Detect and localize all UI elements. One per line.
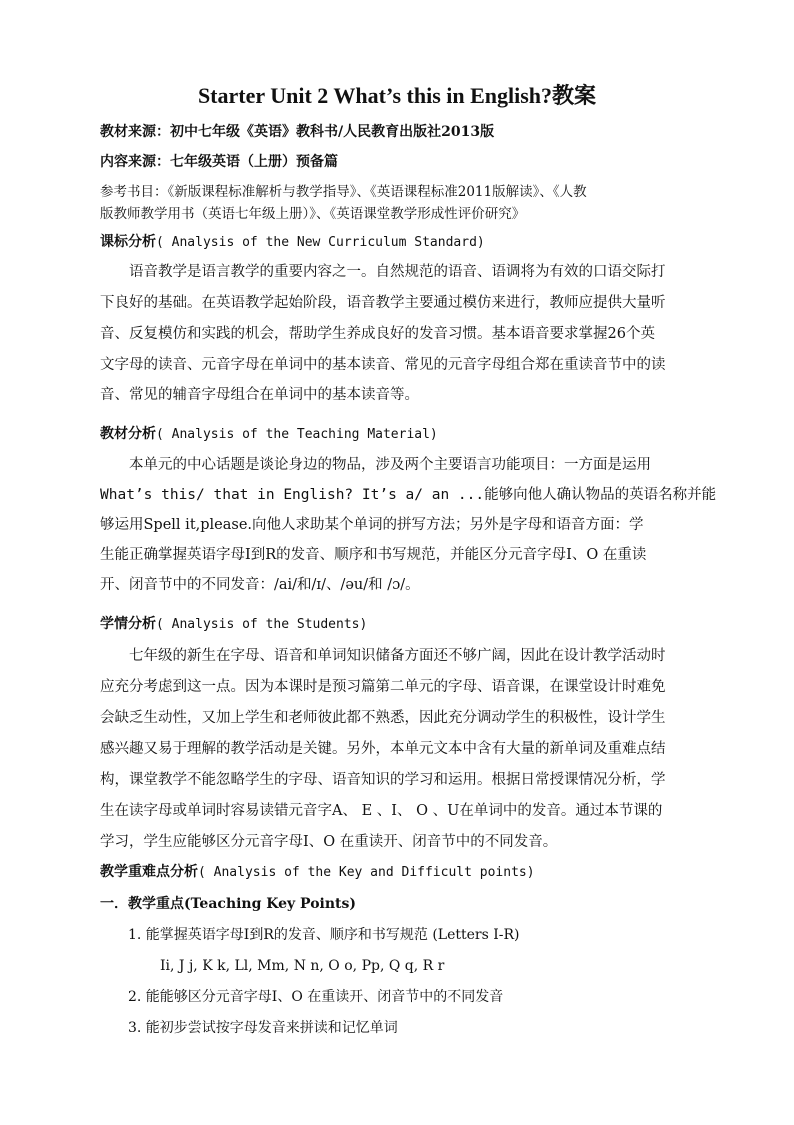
- curriculum-heading: [100, 232, 485, 253]
- students-paragraph-line: 生在读字母或单词时容易读错元音字A、 E 、I、 O 、U在单词中的发音。通过本节课的: [100, 803, 663, 819]
- curriculum-heading-cn: 课标分析: [100, 234, 156, 250]
- key-point-item-2: 2. 能能够区分元音字母I、O 在重读开、闭音节中的不同发音: [128, 989, 504, 1005]
- students-paragraph-line: 构，课堂教学不能忽略学生的字母、语音知识的学习和运用。根据日常授课情况分析，学: [100, 772, 666, 788]
- students-paragraph-line: 应充分考虑到这一点。因为本课时是预习篇第二单元的字母、语音课，在课堂设计时难免: [100, 679, 666, 695]
- keypoints-heading-cn: 教学重难点分析: [100, 864, 198, 880]
- letters-list: Ii, J j, K k, Ll, Mm, N n, O o, Pp, Q q, R r: [160, 958, 445, 974]
- key-points-subheading: 一．教学重点(Teaching Key Points): [100, 896, 357, 912]
- references-line-2: 版教师教学用书（英语七年级上册）》、《英语课堂教学形成性评价研究》: [100, 206, 526, 222]
- keypoints-heading-en: ( Analysis of the Key and Difficult points): [198, 865, 535, 880]
- key-point-item-1: 1. 能掌握英语字母I到R的发音、顺序和书写规范 (Letters I-R): [128, 927, 520, 943]
- keypoints-heading: [100, 862, 535, 883]
- source-book-line: 教材来源：初中七年级《英语》教科书/人民教育出版社2013版: [100, 124, 495, 140]
- page-title: Starter Unit 2 What’s this in English?教案: [197, 83, 597, 108]
- material-paragraph-line: What’s this/ that in English? It’s a/ an ...能够向他人确认物品的英语名称并能: [100, 487, 717, 503]
- curriculum-paragraph-line: 音、常见的辅音字母组合在单词中的基本读音等。: [100, 387, 419, 403]
- material-heading-cn: 教材分析: [100, 426, 156, 442]
- curriculum-heading-en: ( Analysis of the New Curriculum Standard): [156, 235, 485, 250]
- key-point-item-3: 3. 能初步尝试按字母发音来拼读和记忆单词: [128, 1020, 398, 1036]
- material-paragraph-line: 够运用Spell it,please.向他人求助某个单词的拼写方法；另外是字母和语音方面：学: [100, 517, 644, 533]
- students-heading: [100, 614, 367, 635]
- students-paragraph-line: 七年级的新生在字母、语音和单词知识储备方面还不够广阔，因此在设计教学活动时: [100, 648, 666, 664]
- curriculum-paragraph-line: 音、反复模仿和实践的机会，帮助学生养成良好的发音习惯。基本语音要求掌握26个英: [100, 326, 655, 342]
- material-paragraph-line: 生能正确掌握英语字母I到R的发音、顺序和书写规范，并能区分元音字母I、O 在重读: [100, 547, 647, 563]
- students-heading-en: ( Analysis of the Students): [156, 617, 368, 632]
- students-paragraph-line: 会缺乏生动性，又加上学生和老师彼此都不熟悉，因此充分调动学生的积极性，设计学生: [100, 710, 666, 726]
- students-paragraph-line: 感兴趣又易于理解的教学活动是关键。另外，本单元文本中含有大量的新单词及重难点结: [100, 741, 666, 757]
- students-heading-cn: 学情分析: [100, 616, 156, 632]
- material-heading-en: ( Analysis of the Teaching Material): [156, 427, 438, 442]
- curriculum-paragraph-line: 语音教学是语言教学的重要内容之一。自然规范的语音、语调将为有效的口语交际打: [100, 264, 666, 280]
- material-heading: [100, 424, 438, 445]
- references-line-1: 参考书目：《新版课程标准解析与教学指导》、《英语课程标准2011版解读》、《人教: [100, 184, 587, 200]
- curriculum-paragraph-line: 文字母的读音、元音字母在单词中的基本读音、常见的元音字母组合郑在重读音节中的读: [100, 357, 666, 373]
- material-paragraph-line: 本单元的中心话题是谈论身边的物品，涉及两个主要语言功能项目：一方面是运用: [100, 457, 651, 473]
- students-paragraph-line: 学习，学生应能够区分元音字母I、O 在重读开、闭音节中的不同发音。: [100, 834, 558, 850]
- content-source-line: 内容来源：七年级英语（上册）预备篇: [100, 154, 338, 170]
- material-paragraph-line: 开、闭音节中的不同发音：/ai/和/ɪ/、/əu/和 /ɔ/。: [100, 577, 420, 593]
- curriculum-paragraph-line: 下良好的基础。在英语教学起始阶段，语音教学主要通过模仿来进行，教师应提供大量听: [100, 295, 666, 311]
